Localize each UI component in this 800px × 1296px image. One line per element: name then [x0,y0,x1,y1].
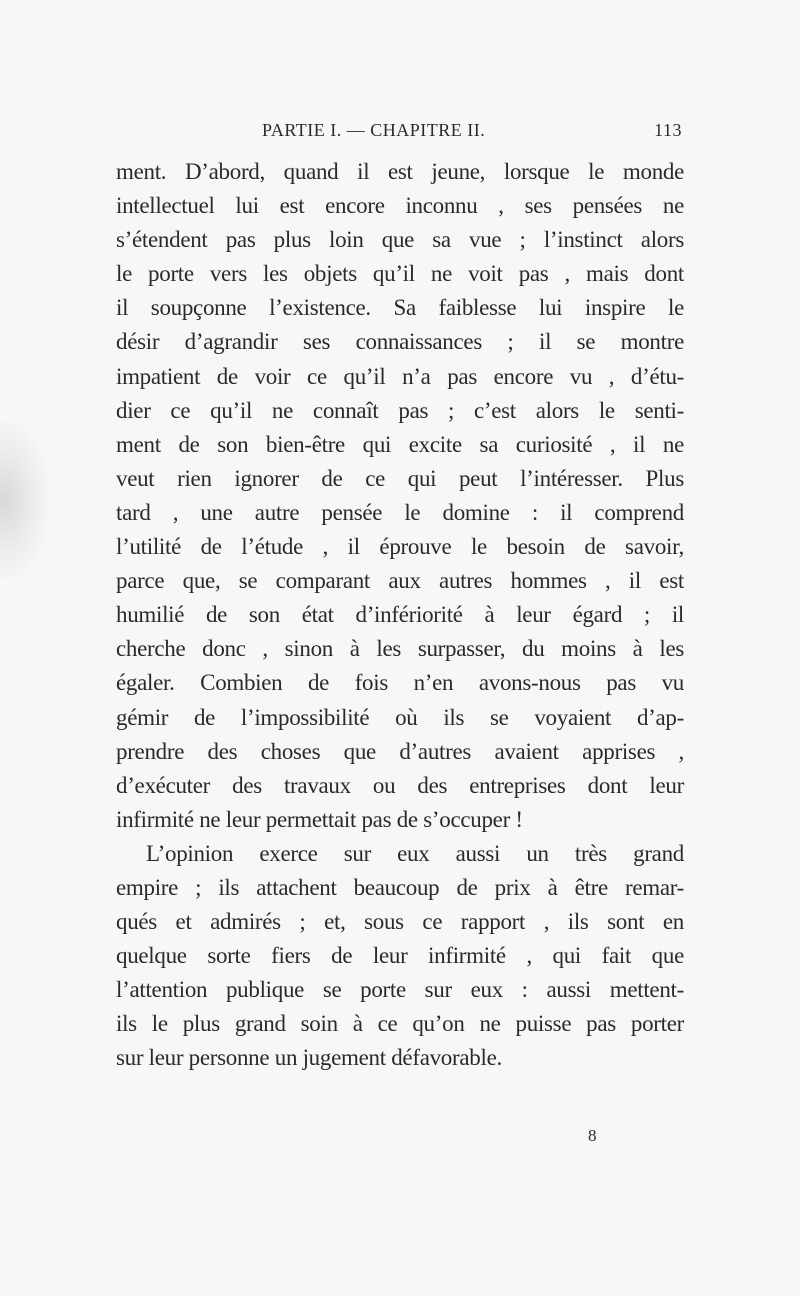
text-line: parce que, se comparant aux autres hommes , il est [116,568,684,594]
text-line: l’attention publique se porte sur eux : aussi mettent- [116,977,684,1003]
text-line: impatient de voir ce qu’il n’a pas encore vu , d’étu- [116,363,684,389]
running-title: PARTIE I. — CHAPITRE II. [262,120,486,140]
text-line: ment. D’abord, quand il est jeune, lorsque le monde [116,159,684,184]
paragraph-first-line: L’opinion exerce sur eux aussi un très grand [146,840,684,866]
text-line: humilié de son état d’infériorité à leur égard ; il [116,602,684,628]
text-line: l’utilité de l’étude , il éprouve le besoin de savoir, [116,534,684,560]
text-line: veut rien ignorer de ce qui peut l’intéresser. Plus [116,465,684,491]
text-line: qués et admirés ; et, sous ce rapport , ils sont en [116,909,684,935]
text-line: quelque sorte fiers de leur infirmité , qui fait que [116,943,684,969]
text-line: il soupçonne l’existence. Sa faiblesse lui inspire le [116,295,684,321]
text-line: prendre des choses que d’autres avaient apprises , [116,738,684,764]
text-line: empire ; ils attachent beaucoup de prix à être remar- [116,874,684,900]
text-line: ment de son bien-être qui excite sa curiosité , il ne [116,431,684,457]
running-head [116,120,684,144]
body-text [116,155,684,1076]
text-line: d’exécuter des travaux ou des entreprises dont leur [116,772,684,798]
page-number: 113 [654,120,682,140]
text-line: le porte vers les objets qu’il ne voit pas , mais dont [116,261,684,287]
text-line: intellectuel lui est encore inconnu , ses pensées ne [116,193,684,219]
paragraph-end-line: sur leur personne un jugement défavorable. [116,1045,502,1071]
text-line: cherche donc , sinon à les surpasser, du moins à les [116,636,684,662]
text-line: ils le plus grand soin à ce qu’on ne puisse pas porter [116,1011,684,1037]
paper-stain [0,420,50,580]
signature-mark: 8 [588,1126,597,1145]
text-line: gémir de l’impossibilité où ils se voyaient d’ap- [116,704,684,730]
text-line: dier ce qu’il ne connaît pas ; c’est alors le senti- [116,397,684,423]
text-line: tard , une autre pensée le domine : il comprend [116,499,684,525]
text-line: s’étendent pas plus loin que sa vue ; l’instinct alors [116,227,684,253]
paragraph-end-line: infirmité ne leur permettait pas de s’occuper ! [116,806,523,832]
text-line: désir d’agrandir ses connaissances ; il se montre [116,329,684,355]
text-line: égaler. Combien de fois n’en avons-nous pas vu [116,670,684,696]
